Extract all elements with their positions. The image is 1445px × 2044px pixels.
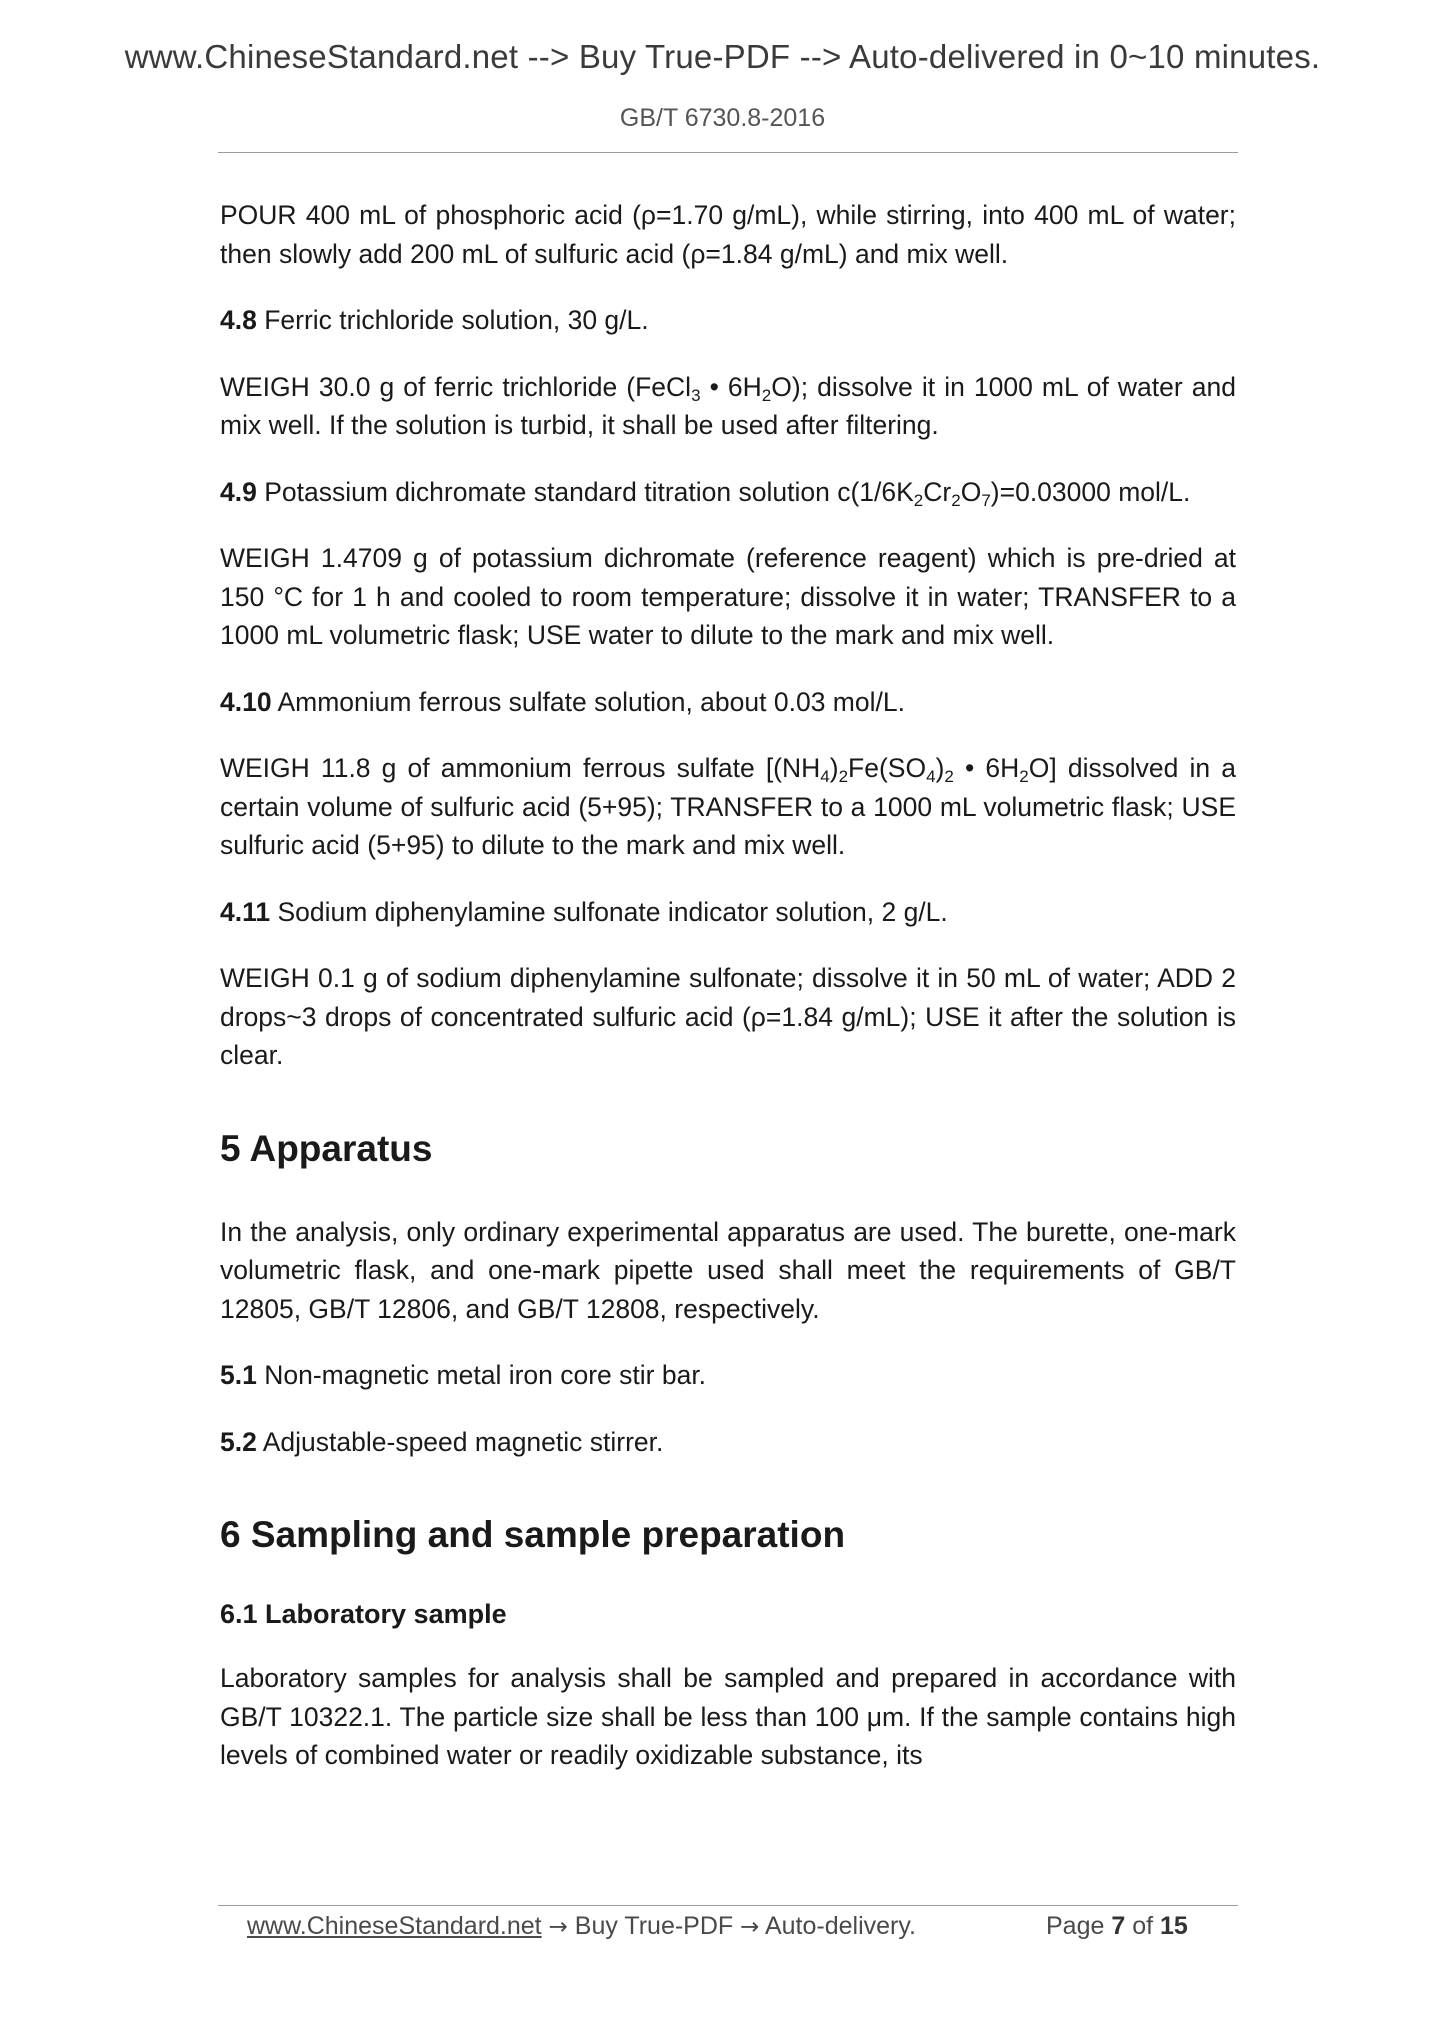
clause-4-10-title [220, 683, 1236, 722]
clause-4-9-title [220, 473, 1236, 512]
page-content [220, 196, 1236, 1775]
text-run: WEIGH 11.8 g of ammonium ferrous sulfate [(NH [220, 753, 821, 783]
clause-4-11-text: WEIGH 0.1 g of sodium diphenylamine sulfonate; dissolve it in 50 mL of water; ADD 2 drops~3 drops of concentrated sulfuric acid (ρ=1.84 g/mL); USE it after the solution is clear. [220, 963, 1236, 1070]
text-run: )=0.03000 mol/L. [990, 476, 1191, 507]
subscript: 2 [944, 767, 954, 786]
clause-title: Non-magnetic metal iron core stir bar. [256, 1360, 707, 1390]
clause-4-9-text: WEIGH 1.4709 g of potassium dichromate (reference reagent) which is pre-dried at 150 °C for 1 h and cooled to room temperature; dissolve it in water; TRANSFER to a 1000 mL volumetric flask; USE water to dilute to the mark and mix well. [220, 543, 1236, 650]
footer-site-link[interactable]: www.ChineseStandard.net [247, 1912, 542, 1940]
clause-title: Ammonium ferrous sulfate solution, about 0.03 mol/L. [271, 686, 905, 717]
clause-4-11-title [220, 893, 1236, 932]
clause-number: 4.9 [220, 476, 257, 507]
arrow-right-icon: → [740, 1914, 760, 1940]
clause-5-1 [220, 1356, 1236, 1395]
text-run: • 6H [953, 753, 1020, 783]
clause-6-1-text: Laboratory samples for analysis shall be sampled and prepared in accordance with GB/T 10322.1. The particle size shall be less than 100 μm. If the sample contains high levels of combined water or readily oxidizable substance, its [220, 1663, 1236, 1770]
section-5-heading: 5 Apparatus [220, 1127, 433, 1169]
clause-number: 4.11 [220, 896, 271, 927]
text-run: O] dissolved in a certain volume of sulfuric acid (5+95); TRANSFER to a 1000 mL volumetric flask; USE sulfuric acid (5+95) to dilute to the mark and mix well. [220, 753, 1236, 860]
page-label: Page [1046, 1912, 1105, 1940]
page-current: 7 [1111, 1912, 1126, 1940]
text-run: O); dissolve it in 1000 mL of water and mix well. If the solution is turbid, it shall be used after filtering. [220, 371, 1236, 440]
clause-number: 4.10 [220, 686, 272, 717]
clause-title: Adjustable-speed magnetic stirrer. [256, 1426, 664, 1457]
clause-number: 5.2 [220, 1426, 257, 1457]
section-6-heading: 6 Sampling and sample preparation [220, 1514, 846, 1555]
footer-buy-text: Buy True-PDF [567, 1912, 741, 1940]
arrow-right-icon: → [548, 1914, 568, 1940]
subscript: 4 [926, 767, 936, 786]
clause-number: 4.8 [220, 305, 257, 335]
page-of: of [1132, 1912, 1154, 1940]
subscript: 2 [838, 767, 849, 786]
text-run: O [960, 476, 982, 507]
text-run: Fe(SO [848, 753, 927, 783]
page-total: 15 [1160, 1912, 1188, 1940]
footer-auto-text: Auto-delivery. [759, 1912, 916, 1940]
clause-number: 5.1 [220, 1360, 257, 1390]
section-5-text: In the analysis, only ordinary experimental apparatus are used. The burette, one-mark volumetric flask, and one-mark pipette used shall meet the requirements of GB/T 12805, GB/T 12806, and GB/T 12808, respectively. [220, 1216, 1236, 1324]
clause-title: Ferric trichloride solution, 30 g/L. [256, 305, 649, 335]
footer-promo [247, 1912, 916, 1941]
subscript: 2 [913, 490, 924, 510]
footer-divider [218, 1905, 1238, 1906]
text-run: Cr [923, 476, 952, 507]
clause-4-10-text [220, 749, 1236, 865]
subscript: 2 [951, 490, 961, 510]
clause-6-1-heading: 6.1 Laboratory sample [220, 1599, 507, 1629]
text-run: • 6H [700, 371, 762, 402]
text-run: ) [935, 753, 945, 783]
text-run: Potassium dichromate standard titration solution c(1/6K [256, 476, 914, 507]
subscript: 4 [820, 767, 830, 786]
subscript: 2 [1019, 767, 1029, 786]
text-run: ) [829, 753, 839, 783]
header-divider [218, 152, 1238, 153]
paragraph-intro: POUR 400 mL of phosphoric acid (ρ=1.70 g/mL), while stirring, into 400 mL of water; then slowly add 200 mL of sulfuric acid (ρ=1.84 g/mL) and mix well. [220, 200, 1236, 269]
clause-5-2 [220, 1423, 1236, 1462]
clause-title: Sodium diphenylamine sulfonate indicator solution, 2 g/L. [270, 896, 948, 927]
document-id: GB/T 6730.8-2016 [619, 104, 826, 132]
text-run: WEIGH 30.0 g of ferric trichloride (FeCl [220, 371, 692, 402]
page-number [1046, 1912, 1188, 1941]
header-banner: www.ChineseStandard.net --> Buy True-PDF --> Auto-delivered in 0~10 minutes. [124, 38, 1321, 75]
subscript: 7 [981, 490, 991, 510]
clause-4-8-text [220, 368, 1236, 445]
subscript: 2 [761, 385, 772, 405]
subscript: 3 [691, 385, 701, 405]
clause-4-8-title [220, 301, 1236, 340]
